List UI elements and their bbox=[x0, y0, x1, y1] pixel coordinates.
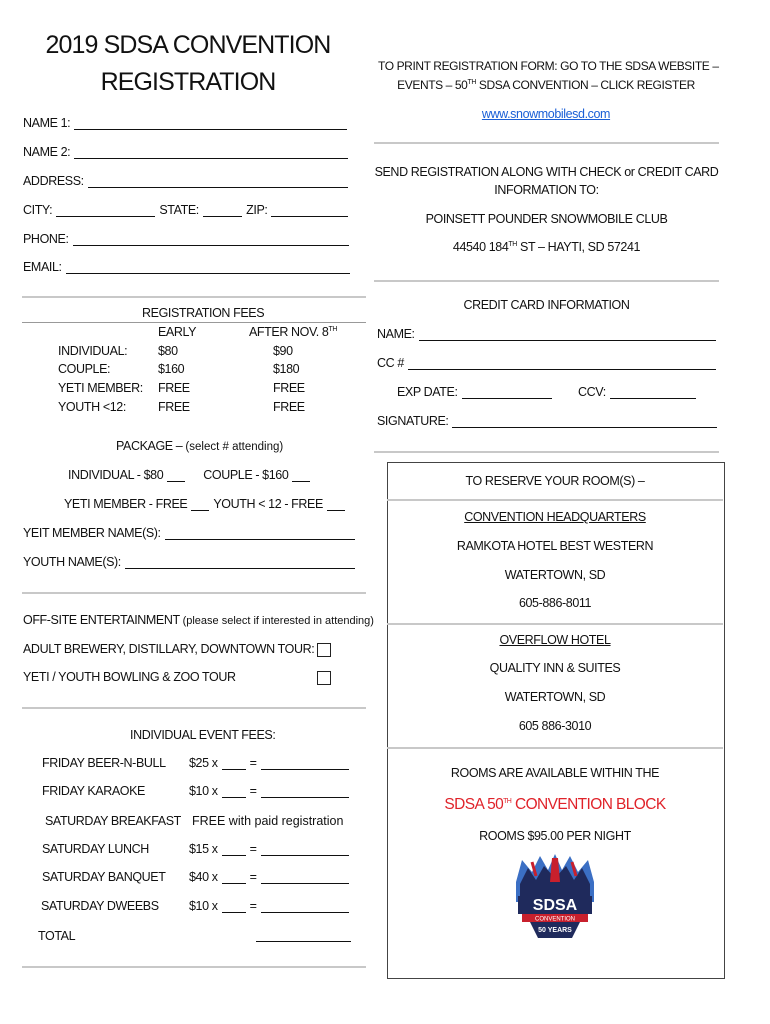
event-equals: = bbox=[249, 756, 257, 770]
fee-row-after: FREE bbox=[273, 400, 305, 414]
event-price bbox=[189, 870, 349, 884]
total-label: TOTAL bbox=[38, 929, 76, 943]
event-equals: = bbox=[249, 842, 257, 856]
city-state-zip-row bbox=[23, 203, 348, 217]
credit-heading: CREDIT CARD INFORMATION bbox=[463, 298, 630, 312]
event-label: FRIDAY BEER-N-BULL bbox=[42, 756, 166, 770]
yeti-names-field[interactable] bbox=[23, 526, 355, 540]
divider bbox=[374, 280, 719, 282]
entertainment-option1-checkbox[interactable] bbox=[317, 643, 331, 657]
event-subtotal-input[interactable] bbox=[261, 871, 349, 884]
event-label: SATURDAY BREAKFAST bbox=[45, 814, 181, 828]
youth-package-label: YOUTH < 12 - FREE bbox=[213, 497, 323, 511]
fee-row-label: COUPLE: bbox=[58, 362, 111, 376]
city-input[interactable] bbox=[56, 204, 155, 217]
name2-label: NAME 2: bbox=[23, 145, 71, 159]
state-label: STATE: bbox=[159, 203, 199, 217]
rooms-available-line: ROOMS ARE AVAILABLE WITHIN THE bbox=[450, 766, 660, 780]
email-label: EMAIL: bbox=[23, 260, 62, 274]
name1-field[interactable] bbox=[23, 116, 347, 130]
event-price bbox=[189, 784, 349, 798]
phone-label: PHONE: bbox=[23, 232, 69, 246]
individual-package-label: INDIVIDUAL - $80 bbox=[68, 468, 164, 482]
event-equals: = bbox=[249, 870, 257, 884]
youth-names-label: YOUTH NAME(S): bbox=[23, 555, 121, 569]
email-field[interactable] bbox=[23, 260, 350, 274]
fees-after-header: AFTER NOV. 8TH bbox=[249, 325, 338, 339]
cc-exp-field[interactable] bbox=[397, 385, 552, 399]
fee-row-early: $160 bbox=[158, 362, 185, 376]
event-price bbox=[192, 814, 343, 828]
entertainment-option1-label: ADULT BREWERY, DISTILLARY, DOWNTOWN TOUR: bbox=[23, 642, 315, 656]
zip-label: ZIP: bbox=[246, 203, 268, 217]
fee-row-early: FREE bbox=[158, 381, 190, 395]
individual-count-input[interactable] bbox=[167, 469, 185, 482]
hq-heading: CONVENTION HEADQUARTERS bbox=[464, 510, 646, 524]
print-instructions-line2: EVENTS – 50TH SDSA CONVENTION – CLICK REGISTER bbox=[397, 78, 695, 92]
divider bbox=[374, 451, 719, 453]
package-heading: PACKAGE – (select # attending) bbox=[116, 439, 284, 453]
logo-band-text: CONVENTION bbox=[534, 916, 576, 923]
overflow-city: WATERTOWN, SD bbox=[504, 690, 606, 704]
address-label: ADDRESS: bbox=[23, 174, 84, 188]
address-field[interactable] bbox=[23, 174, 348, 188]
event-quantity-input[interactable] bbox=[222, 843, 246, 856]
event-quantity-input[interactable] bbox=[222, 785, 246, 798]
divider bbox=[22, 966, 366, 968]
event-label: SATURDAY DWEEBS bbox=[41, 899, 159, 913]
fees-early-header: EARLY bbox=[158, 325, 197, 339]
divider bbox=[387, 623, 723, 625]
youth-names-field[interactable] bbox=[23, 555, 355, 569]
fee-row-label: INDIVIDUAL: bbox=[58, 344, 128, 358]
yeti-package-label: YETI MEMBER - FREE bbox=[64, 497, 188, 511]
fee-row-after: FREE bbox=[273, 381, 305, 395]
convention-block-line: SDSA 50TH CONVENTION BLOCK bbox=[444, 796, 666, 813]
club-address: 44540 184TH ST – HAYTI, SD 57241 bbox=[452, 240, 641, 254]
couple-package-label: COUPLE - $160 bbox=[203, 468, 289, 482]
entertainment-option2-checkbox[interactable] bbox=[317, 671, 331, 685]
hq-hotel-name: RAMKOTA HOTEL BEST WESTERN bbox=[456, 539, 654, 553]
send-line2: INFORMATION TO: bbox=[494, 183, 599, 197]
divider bbox=[22, 592, 366, 594]
entertainment-heading: OFF-SITE ENTERTAINMENT (please select if interested in attending) bbox=[23, 613, 374, 627]
fee-row-early: $80 bbox=[158, 344, 178, 358]
event-price bbox=[189, 756, 349, 770]
event-equals: = bbox=[249, 784, 257, 798]
event-price-text: $25 x bbox=[189, 756, 218, 770]
event-subtotal-input[interactable] bbox=[261, 900, 349, 913]
event-price-text: $40 x bbox=[189, 870, 218, 884]
fee-row-after: $180 bbox=[273, 362, 300, 376]
fee-row-label: YOUTH <12: bbox=[58, 400, 126, 414]
cc-ccv-field[interactable] bbox=[578, 385, 696, 399]
fee-row-early: FREE bbox=[158, 400, 190, 414]
fee-row-after: $90 bbox=[273, 344, 293, 358]
event-price bbox=[189, 899, 349, 913]
event-price bbox=[189, 842, 349, 856]
yeti-names-label: YEIT MEMBER NAME(S): bbox=[23, 526, 161, 540]
package-line2 bbox=[64, 497, 345, 511]
event-quantity-input[interactable] bbox=[222, 871, 246, 884]
event-label: SATURDAY LUNCH bbox=[42, 842, 149, 856]
divider bbox=[387, 747, 723, 749]
divider bbox=[22, 296, 366, 298]
event-fees-heading: INDIVIDUAL EVENT FEES: bbox=[130, 728, 276, 742]
overflow-heading: OVERFLOW HOTEL bbox=[499, 633, 611, 647]
send-line1: SEND REGISTRATION ALONG WITH CHECK or CREDIT CARD bbox=[374, 165, 719, 179]
event-price-text: FREE with paid registration bbox=[192, 814, 344, 828]
cc-ccv-label: CCV: bbox=[578, 385, 606, 399]
couple-count-input[interactable] bbox=[292, 469, 310, 482]
name1-label: NAME 1: bbox=[23, 116, 71, 130]
fee-row-label: YETI MEMBER: bbox=[58, 381, 143, 395]
overflow-phone: 605 886-3010 bbox=[518, 719, 592, 733]
event-subtotal-input[interactable] bbox=[261, 843, 349, 856]
cc-number-field[interactable] bbox=[377, 356, 716, 370]
form-title-line2: REGISTRATION bbox=[100, 68, 276, 96]
yeti-count-input[interactable] bbox=[191, 498, 209, 511]
city-label: CITY: bbox=[23, 203, 53, 217]
fees-heading-rule bbox=[22, 322, 366, 323]
event-price-text: $15 x bbox=[189, 842, 218, 856]
website-link[interactable]: www.snowmobilesd.com bbox=[481, 107, 611, 121]
cc-signature-label: SIGNATURE: bbox=[377, 414, 449, 428]
entertainment-option2-label: YETI / YOUTH BOWLING & ZOO TOUR bbox=[23, 670, 236, 684]
print-instructions-line1: TO PRINT REGISTRATION FORM: GO TO THE SDSA WEBSITE – bbox=[378, 59, 719, 73]
event-subtotal-input[interactable] bbox=[261, 757, 349, 770]
event-quantity-input[interactable] bbox=[222, 757, 246, 770]
youth-count-input[interactable] bbox=[327, 498, 345, 511]
event-equals: = bbox=[249, 899, 257, 913]
divider bbox=[374, 142, 719, 144]
website-link-wrap bbox=[378, 107, 714, 121]
divider bbox=[387, 499, 723, 501]
cc-name-field[interactable] bbox=[377, 327, 716, 341]
zip-input[interactable] bbox=[271, 204, 348, 217]
divider bbox=[22, 707, 366, 709]
total-input[interactable] bbox=[256, 941, 351, 942]
event-quantity-input[interactable] bbox=[222, 900, 246, 913]
event-label: FRIDAY KARAOKE bbox=[42, 784, 145, 798]
event-price-text: $10 x bbox=[189, 784, 218, 798]
fees-heading: REGISTRATION FEES bbox=[142, 306, 265, 320]
hq-city: WATERTOWN, SD bbox=[504, 568, 606, 582]
room-rate: ROOMS $95.00 PER NIGHT bbox=[479, 829, 631, 843]
cc-name-label: NAME: bbox=[377, 327, 415, 341]
hq-phone: 605-886-8011 bbox=[518, 596, 592, 610]
event-label: SATURDAY BANQUET bbox=[42, 870, 166, 884]
reserve-heading: TO RESERVE YOUR ROOM(S) – bbox=[465, 474, 645, 488]
logo-top-text: SDSA bbox=[532, 897, 578, 914]
package-line1 bbox=[68, 468, 310, 482]
logo-bottom-text: 50 YEARS bbox=[538, 927, 572, 934]
form-title-line1: 2019 SDSA CONVENTION bbox=[45, 31, 331, 59]
name2-field[interactable] bbox=[23, 145, 348, 159]
phone-field[interactable] bbox=[23, 232, 349, 246]
sdsa-convention-logo bbox=[512, 852, 598, 942]
cc-exp-label: EXP DATE: bbox=[397, 385, 458, 399]
overflow-hotel-name: QUALITY INN & SUITES bbox=[489, 661, 621, 675]
cc-number-label: CC # bbox=[377, 356, 404, 370]
club-name: POINSETT POUNDER SNOWMOBILE CLUB bbox=[425, 212, 668, 226]
cc-signature-field[interactable] bbox=[377, 414, 717, 428]
event-subtotal-input[interactable] bbox=[261, 785, 349, 798]
event-price-text: $10 x bbox=[189, 899, 218, 913]
state-input[interactable] bbox=[203, 204, 242, 217]
